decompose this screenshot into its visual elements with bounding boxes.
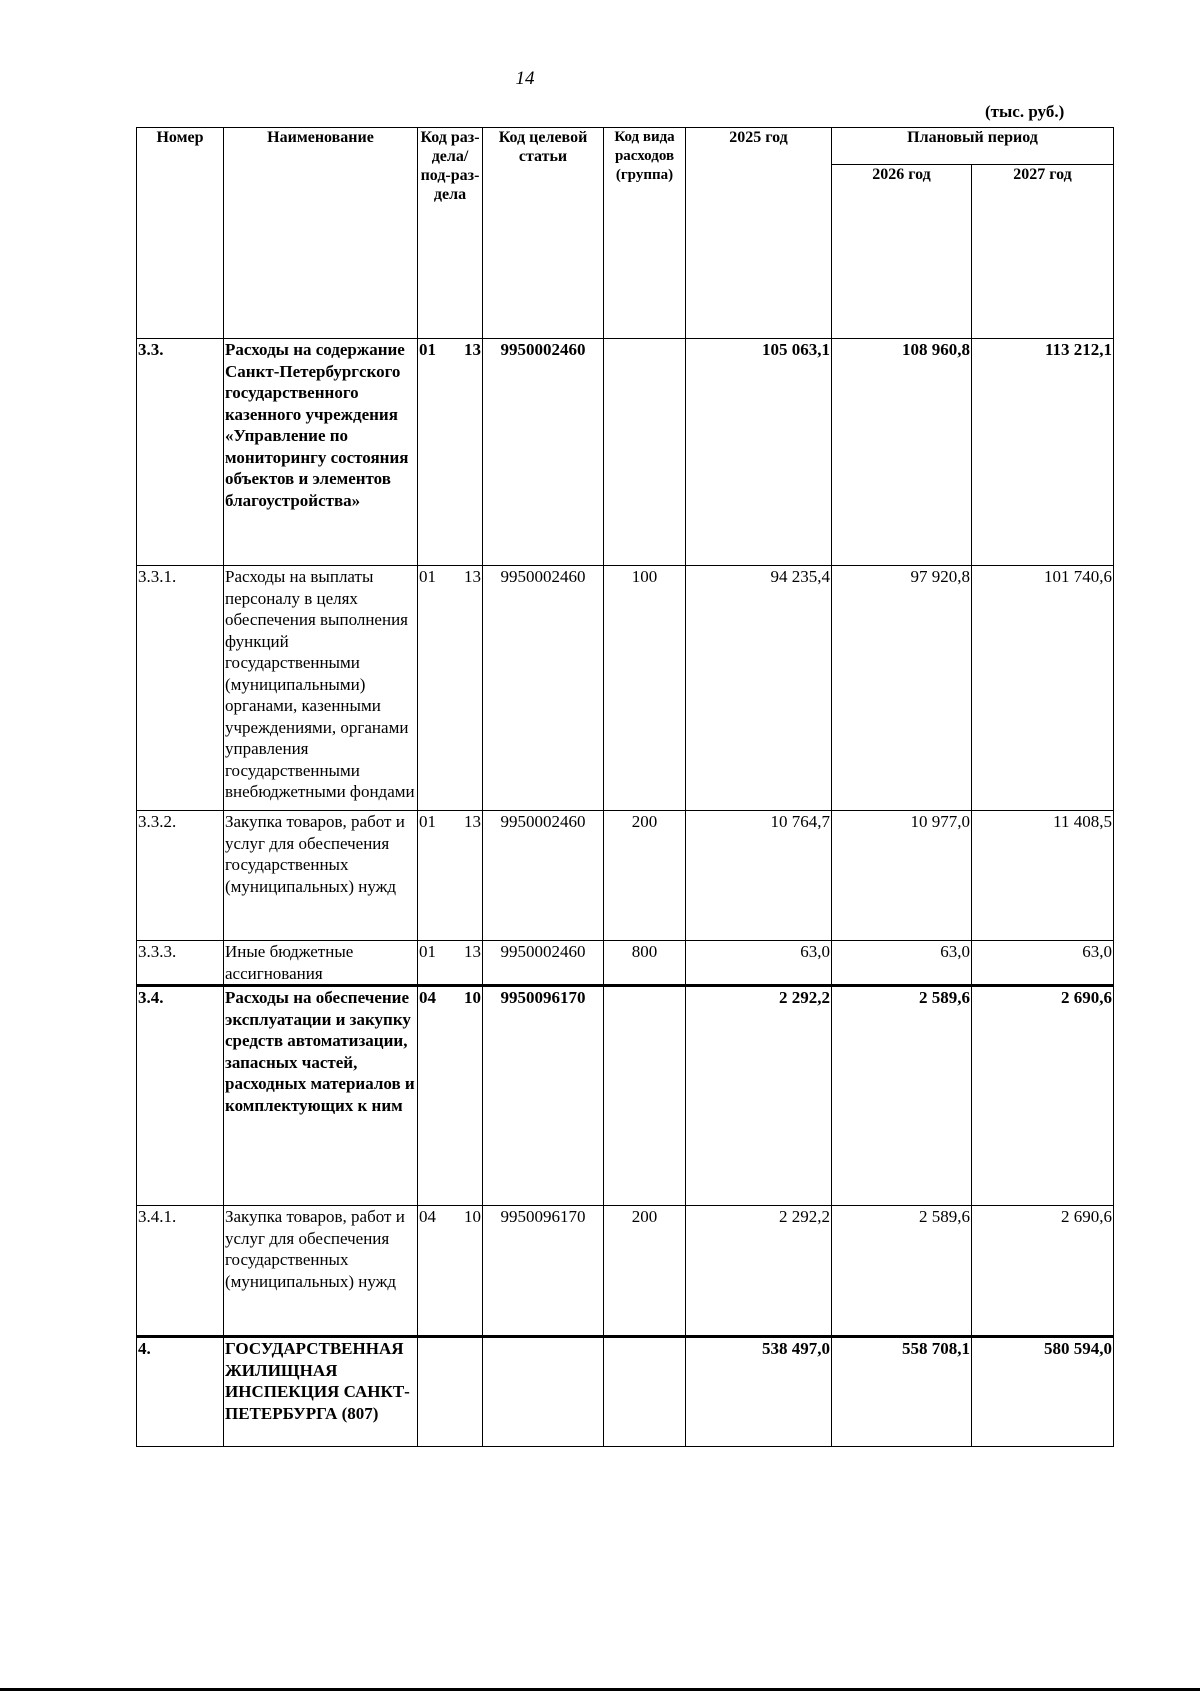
row-value-2025: 105 063,1 [686, 339, 832, 566]
table-body [137, 339, 1114, 1447]
row-value-2025: 538 497,0 [686, 1337, 832, 1447]
units-label: (тыс. руб.) [985, 102, 1065, 121]
row-number: 3.3. [137, 339, 224, 566]
row-section: 04 [419, 988, 436, 1007]
row-target-code: 9950002460 [483, 566, 604, 811]
row-expense-type: 200 [604, 1206, 686, 1337]
table-row [137, 986, 1114, 1206]
row-section: 01 [419, 567, 436, 586]
row-value-2027: 101 740,6 [972, 566, 1114, 811]
row-subsection: 10 [464, 988, 481, 1007]
page-bottom-rule [0, 1688, 1200, 1691]
row-target-code: 9950002460 [483, 339, 604, 566]
row-subsection: 13 [464, 340, 481, 359]
row-section-code [418, 339, 483, 566]
row-subsection: 13 [464, 942, 481, 961]
row-expense-type: 800 [604, 941, 686, 986]
row-expense-type: 100 [604, 566, 686, 811]
row-value-2027: 11 408,5 [972, 811, 1114, 941]
row-value-2026: 63,0 [832, 941, 972, 986]
row-section: 01 [419, 812, 436, 831]
table-row [137, 339, 1114, 566]
row-name: ГОСУДАРСТВЕННАЯ ЖИЛИЩНАЯ ИНСПЕКЦИЯ САНКТ-ПЕТЕРБУРГА (807) [224, 1337, 418, 1447]
row-value-2025: 10 764,7 [686, 811, 832, 941]
table-row [137, 811, 1114, 941]
header-year-2026: 2026 год [832, 165, 972, 339]
row-number: 3.4. [137, 986, 224, 1206]
row-value-2025: 94 235,4 [686, 566, 832, 811]
header-number: Номер [137, 128, 224, 339]
row-value-2027: 113 212,1 [972, 339, 1114, 566]
row-number: 3.3.1. [137, 566, 224, 811]
row-subsection: 13 [464, 567, 481, 586]
row-section-code [418, 1206, 483, 1337]
page-number: 14 [515, 68, 535, 89]
row-target-code: 9950096170 [483, 1206, 604, 1337]
row-expense-type [604, 1337, 686, 1447]
header-year-2027: 2027 год [972, 165, 1114, 339]
row-value-2025: 2 292,2 [686, 986, 832, 1206]
row-expense-type: 200 [604, 811, 686, 941]
row-name: Закупка товаров, работ и услуг для обеспечения государственных (муниципальных) нужд [224, 811, 418, 941]
row-value-2026: 108 960,8 [832, 339, 972, 566]
header-name: Наименование [224, 128, 418, 339]
header-year-2025: 2025 год [686, 128, 832, 339]
table-row [137, 1206, 1114, 1337]
row-value-2027: 580 594,0 [972, 1337, 1114, 1447]
table-row [137, 941, 1114, 986]
row-value-2026: 2 589,6 [832, 1206, 972, 1337]
row-expense-type [604, 339, 686, 566]
header-planned-period: Плановый период [832, 128, 1114, 165]
row-name: Расходы на обеспечение эксплуатации и закупку средств автоматизации, запасных частей, расходных материалов и комплектующих к ним [224, 986, 418, 1206]
row-name: Закупка товаров, работ и услуг для обеспечения государственных (муниципальных) нужд [224, 1206, 418, 1337]
row-number: 4. [137, 1337, 224, 1447]
row-section-code [418, 811, 483, 941]
row-section-code [418, 1337, 483, 1447]
row-expense-type [604, 986, 686, 1206]
row-value-2026: 10 977,0 [832, 811, 972, 941]
header-target-code: Код целевой статьи [483, 128, 604, 339]
row-number: 3.3.2. [137, 811, 224, 941]
row-target-code: 9950002460 [483, 811, 604, 941]
row-value-2025: 63,0 [686, 941, 832, 986]
header-expense-type: Код вида расходов (группа) [604, 128, 686, 339]
row-target-code: 9950002460 [483, 941, 604, 986]
header-section-code: Код раз-дела/ под-раз-дела [418, 128, 483, 339]
row-value-2026: 97 920,8 [832, 566, 972, 811]
row-subsection: 13 [464, 812, 481, 831]
row-subsection: 10 [464, 1207, 481, 1226]
row-value-2027: 2 690,6 [972, 986, 1114, 1206]
row-number: 3.4.1. [137, 1206, 224, 1337]
row-target-code [483, 1337, 604, 1447]
row-name: Расходы на выплаты персоналу в целях обеспечения выполнения функций государственными (муниципальными) органами, казенными учреждениями, органами управления государственными внебюджетными фондами [224, 566, 418, 811]
row-name: Расходы на содержание Санкт-Петербургского государственного казенного учреждения «Управление по мониторингу состояния объектов и элементов благоустройства» [224, 339, 418, 566]
row-number: 3.3.3. [137, 941, 224, 986]
table-header [137, 128, 1114, 339]
row-value-2026: 558 708,1 [832, 1337, 972, 1447]
table-row [137, 566, 1114, 811]
row-section-code [418, 986, 483, 1206]
row-value-2027: 63,0 [972, 941, 1114, 986]
row-section: 01 [419, 340, 436, 359]
row-name: Иные бюджетные ассигнования [224, 941, 418, 986]
row-section: 04 [419, 1207, 436, 1226]
row-section: 01 [419, 942, 436, 961]
row-section-code [418, 941, 483, 986]
table-row [137, 1337, 1114, 1447]
row-target-code: 9950096170 [483, 986, 604, 1206]
budget-table [136, 127, 1114, 1447]
row-value-2025: 2 292,2 [686, 1206, 832, 1337]
row-value-2027: 2 690,6 [972, 1206, 1114, 1337]
row-section-code [418, 566, 483, 811]
row-value-2026: 2 589,6 [832, 986, 972, 1206]
